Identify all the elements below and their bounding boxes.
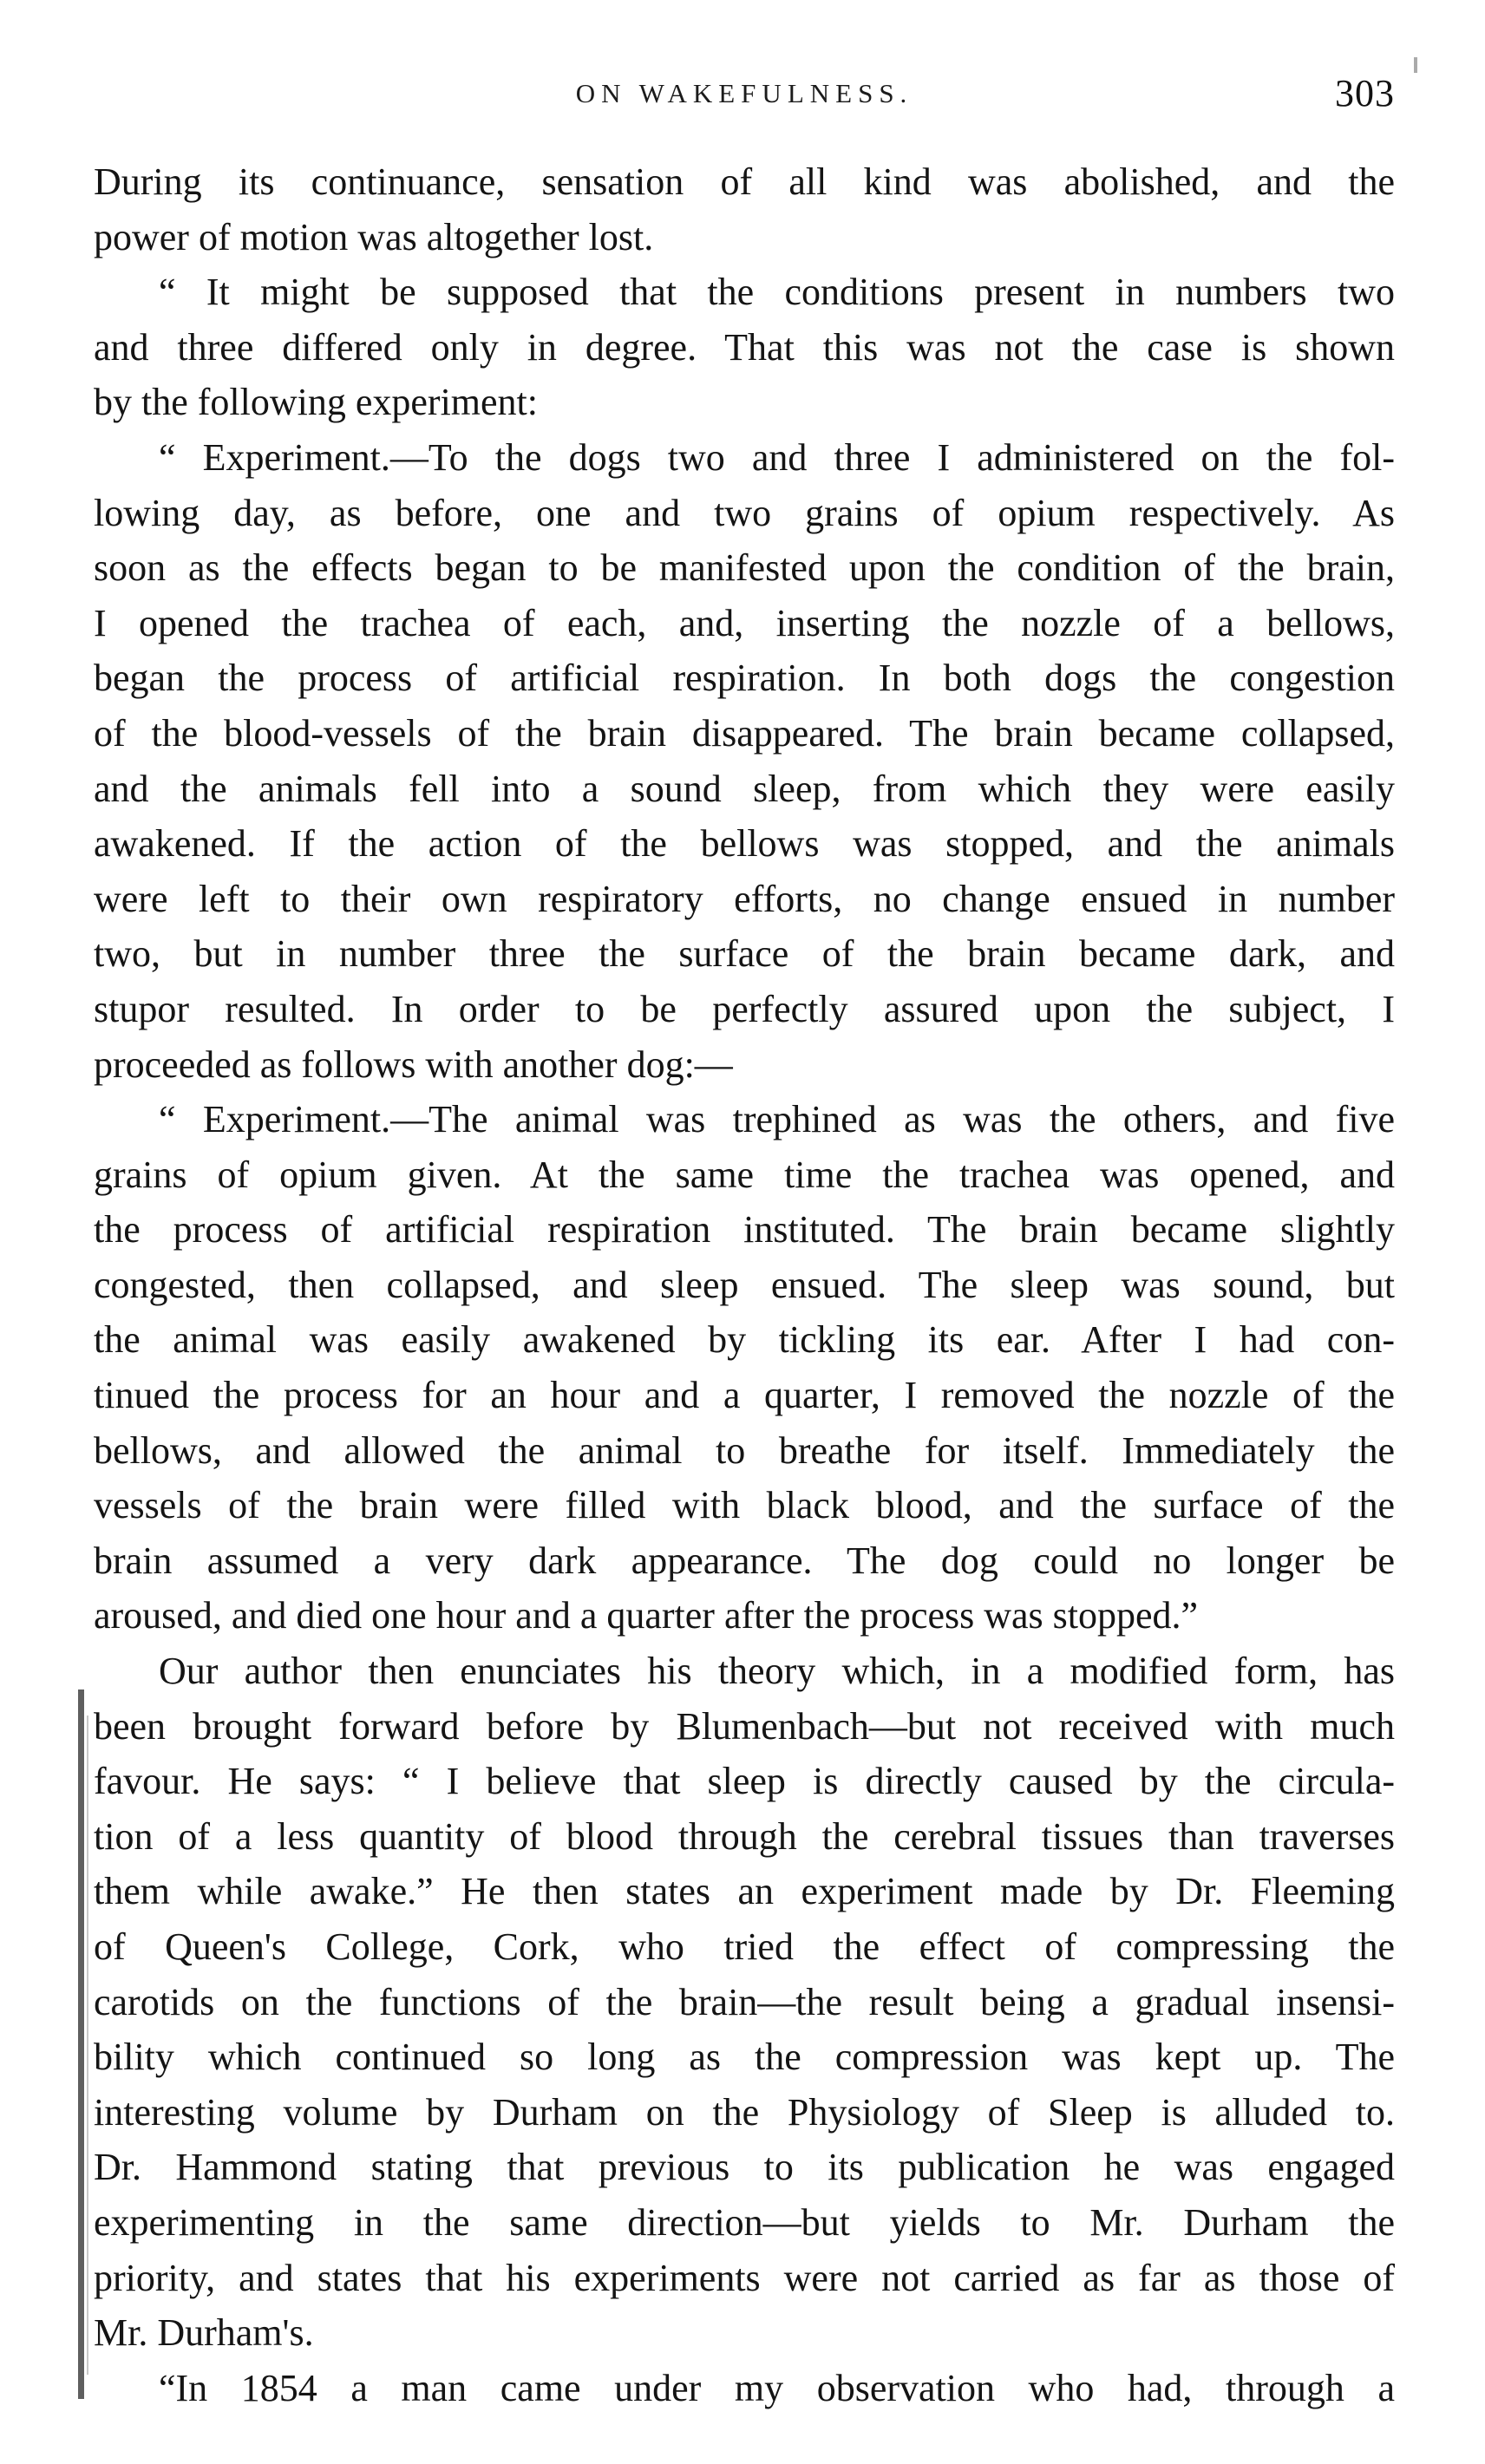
- body-text: [94, 154, 1395, 2415]
- text-line: and three differed only in degree. That this was not the case is shown: [94, 325, 1395, 369]
- scan-mark: [1414, 57, 1417, 73]
- text-line: power of motion was altogether lost.: [94, 215, 654, 258]
- text-line: been brought forward before by Blumenbach—but not received with much: [94, 1704, 1395, 1748]
- text-line: carotids on the functions of the brain—the result being a gradual insensi-: [94, 1980, 1395, 2023]
- text-line: grains of opium given. At the same time the trachea was opened, and: [94, 1153, 1395, 1196]
- text-line: “ Experiment.—To the dogs two and three I administered on the fol-: [159, 435, 1395, 479]
- text-line: and the animals fell into a sound sleep, from which they were easily: [94, 767, 1395, 810]
- running-head: [94, 71, 1395, 132]
- text-line: favour. He says: “ I believe that sleep is directly caused by the circula-: [94, 1760, 1395, 1803]
- text-line: lowing day, as before, one and two grains of opium respectively. As: [94, 491, 1395, 534]
- text-line: vessels of the brain were filled with black blood, and the surface of the: [94, 1484, 1395, 1527]
- text-line: I opened the trachea of each, and, inserting the nozzle of a bellows,: [94, 601, 1395, 644]
- text-line: “ It might be supposed that the conditions present in numbers two: [159, 271, 1395, 314]
- text-line: Mr. Durham's.: [94, 2311, 314, 2355]
- text-line: experimenting in the same direction—but yields to Mr. Durham the: [94, 2200, 1395, 2244]
- text-line: proceeded as follows with another dog:—: [94, 1042, 733, 1086]
- text-line: bellows, and allowed the animal to breathe for itself. Immediately the: [94, 1428, 1395, 1472]
- text-line: the process of artificial respiration instituted. The brain became slightly: [94, 1208, 1395, 1252]
- text-line: awakened. If the action of the bellows was stopped, and the animals: [94, 822, 1395, 866]
- text-line: tinued the process for an hour and a quarter, I removed the nozzle of the: [94, 1374, 1395, 1417]
- text-line: them while awake.” He then states an experiment made by Dr. Fleeming: [94, 1870, 1395, 1913]
- text-line: Our author then enunciates his theory which, in a modified form, has: [159, 1650, 1395, 1693]
- text-line: “In 1854 a man came under my observation who had, through a: [159, 2366, 1395, 2409]
- text-line: “ Experiment.—The animal was trephined as was the others, and five: [159, 1098, 1395, 1141]
- text-line: priority, and states that his experiments were not carried as far as those of: [94, 2256, 1395, 2299]
- text-line: interesting volume by Durham on the Physiology of Sleep is alluded to.: [94, 2090, 1395, 2134]
- text-line: of the blood-vessels of the brain disappeared. The brain became collapsed,: [94, 711, 1395, 755]
- text-line: by the following experiment:: [94, 381, 538, 424]
- text-line: began the process of artificial respiration. In both dogs the congestion: [94, 657, 1395, 700]
- page-number: 303: [1335, 72, 1395, 114]
- text-line: were left to their own respiratory efforts, no change ensued in number: [94, 877, 1395, 920]
- text-line: bility which continued so long as the compression was kept up. The: [94, 2036, 1395, 2079]
- running-title: ON WAKEFULNESS.: [575, 78, 913, 108]
- text-line: brain assumed a very dark appearance. The dog could no longer be: [94, 1539, 1395, 1582]
- text-line: stupor resulted. In order to be perfectly assured upon the subject, I: [94, 987, 1395, 1030]
- text-line: two, but in number three the surface of the brain became dark, and: [94, 932, 1395, 976]
- text-line: soon as the effects began to be manifested upon the condition of the brain,: [94, 546, 1395, 590]
- text-line: of Queen's College, Cork, who tried the effect of compressing the: [94, 1925, 1395, 1968]
- margin-rule: [78, 1690, 84, 2399]
- text-line: During its continuance, sensation of all kind was abolished, and the: [94, 160, 1395, 203]
- text-line: aroused, and died one hour and a quarter after the process was stopped.”: [94, 1594, 1199, 1637]
- text-line: the animal was easily awakened by tickling its ear. After I had con-: [94, 1318, 1395, 1362]
- text-line: tion of a less quantity of blood through the cerebral tissues than traverses: [94, 1814, 1395, 1858]
- text-line: congested, then collapsed, and sleep ensued. The sleep was sound, but: [94, 1263, 1395, 1306]
- text-line: Dr. Hammond stating that previous to its publication he was engaged: [94, 2146, 1395, 2189]
